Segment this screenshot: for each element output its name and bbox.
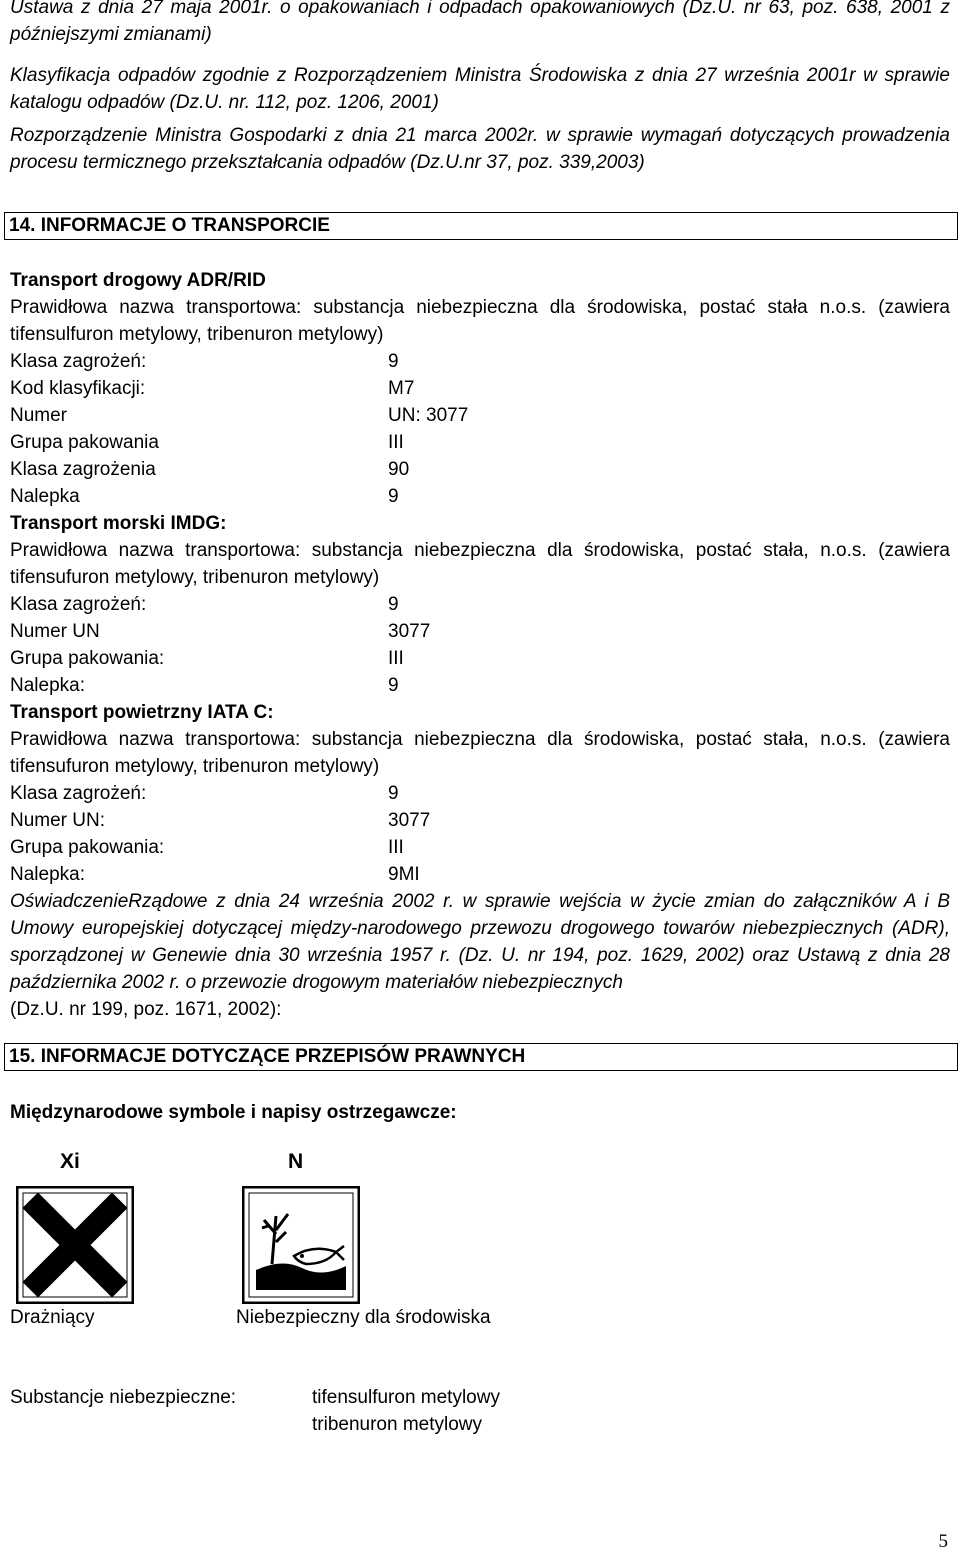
regulation-packaging: Ustawa z dnia 27 maja 2001r. o opakowaniach i odpadach opakowaniowych (Dz.U. nr 63, poz. 638, 2001 z późniejszymi zmianami): [10, 0, 950, 45]
imdg-row: Nalepka: 9: [10, 675, 399, 696]
irritant-cross-icon: [16, 1186, 134, 1304]
hazard-symbols: [10, 1152, 950, 1342]
adr-statement: OświadczenieRządowe z dnia 24 września 2002 r. w sprawie wejścia w życie zmian do załączników A i B Umowy europejskiej dotyczącej między-narodowego przewozu drogowego towarów niebezpiecznych (ADR), sporządzonej w Genewie dnia 30 września 1957 r. (Dz. U. nr 194, poz. 1629, 2002) oraz Ustawą z dnia 28 października 2002 r. o przewozie drogowym materiałów niebezpiecznych: [10, 891, 950, 993]
imdg-row: Klasa zagrożeń: 9: [10, 594, 399, 615]
substances-label: Substancje niebezpieczne:: [10, 1387, 237, 1408]
imdg-row: Numer UN 3077: [10, 621, 431, 642]
imdg-rows: [10, 591, 950, 699]
symbol-label-xi: Drażniący: [10, 1307, 95, 1328]
symbol-code-xi: Xi: [60, 1150, 80, 1173]
imdg-title: Transport morski IMDG:: [10, 513, 227, 534]
iata-row: Klasa zagrożeń: 9: [10, 783, 399, 804]
substance-item: tifensulfuron metylowy: [312, 1387, 500, 1408]
adr-row: Klasa zagrożenia 90: [10, 459, 410, 480]
section-14-heading: 14. INFORMACJE O TRANSPORCIE: [4, 212, 958, 240]
iata-name: Prawidłowa nazwa transportowa: substancja niebezpieczna dla środowiska, postać stała, n.o.s. (zawiera tifensufuron metylowy, tribenuron metylowy): [10, 729, 950, 777]
iata-row: Grupa pakowania: III: [10, 837, 404, 858]
symbol-code-n: N: [288, 1150, 304, 1173]
adr-name: Prawidłowa nazwa transportowa: substancja niebezpieczna dla środowiska, postać stała n.o.s. (zawiera tifensulfuron metylowy, tribenuron metylowy): [10, 297, 950, 345]
page-number: 5: [938, 1531, 948, 1552]
environment-hazard-icon: [242, 1186, 360, 1304]
document-page: [10, 0, 950, 1438]
iata-rows: [10, 780, 950, 888]
adr-row: Nalepka 9: [10, 486, 399, 507]
symbol-label-n: Niebezpieczny dla środowiska: [236, 1307, 491, 1328]
iata-row: Nalepka: 9MI: [10, 864, 420, 885]
adr-title: Transport drogowy ADR/RID: [10, 270, 266, 291]
adr-row: Klasa zagrożeń: 9: [10, 351, 399, 372]
section-15-heading: 15. INFORMACJE DOTYCZĄCE PRZEPISÓW PRAWNYCH: [4, 1043, 958, 1071]
regulation-waste-catalog: Klasyfikacja odpadów zgodnie z Rozporządzeniem Ministra Środowiska z dnia 27 września 2001r w sprawie katalogu odpadów (Dz.U. nr. 112, poz. 1206, 2001): [10, 65, 950, 113]
adr-statement-tail: (Dz.U. nr 199, poz. 1671, 2002):: [10, 999, 282, 1020]
substance-item: tribenuron metylowy: [312, 1414, 483, 1435]
imdg-name: Prawidłowa nazwa transportowa: substancja niebezpieczna dla środowiska, postać stała, n.o.s. (zawiera tifensufuron metylowy, tribenuron metylowy): [10, 540, 950, 588]
dangerous-substances: [10, 1384, 950, 1438]
adr-row: Numer UN: 3077: [10, 405, 469, 426]
symbols-title: Międzynarodowe symbole i napisy ostrzegawcze:: [10, 1102, 457, 1123]
imdg-row: Grupa pakowania: III: [10, 648, 404, 669]
adr-row: Grupa pakowania III: [10, 432, 404, 453]
adr-row: Kod klasyfikacji: M7: [10, 378, 415, 399]
iata-title: Transport powietrzny IATA C:: [10, 702, 274, 723]
regulation-thermal: Rozporządzenie Ministra Gospodarki z dnia 21 marca 2002r. w sprawie wymagań dotyczących prowadzenia procesu termicznego przekształcania odpadów (Dz.U.nr 37, poz. 339,2003): [10, 125, 950, 173]
adr-rows: [10, 348, 950, 510]
substances-list: [312, 1384, 500, 1438]
iata-row: Numer UN: 3077: [10, 810, 431, 831]
